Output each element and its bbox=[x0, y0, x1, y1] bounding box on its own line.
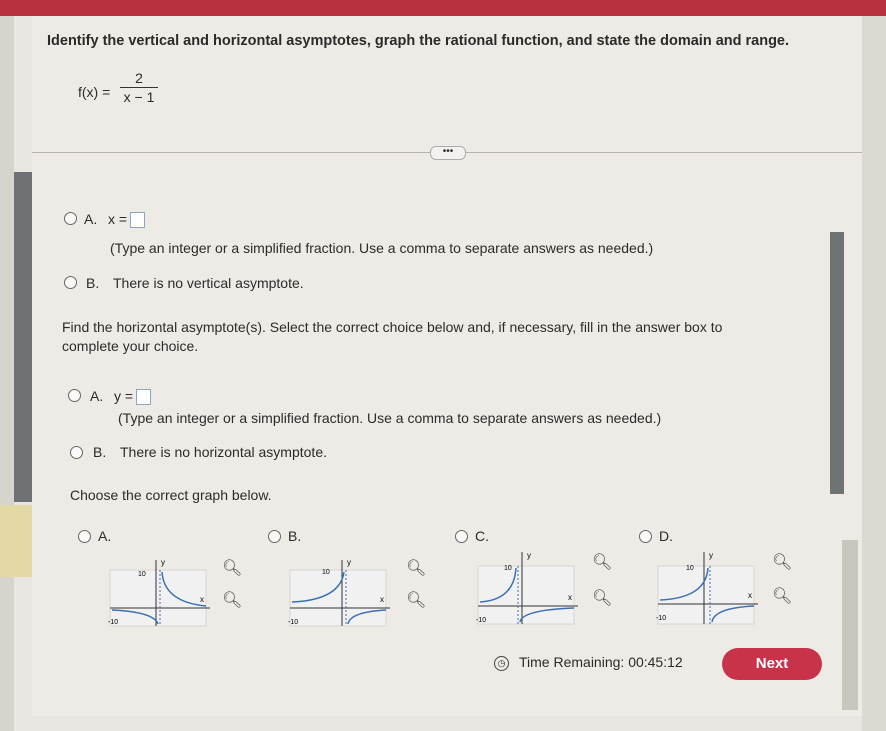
graph-a[interactable] bbox=[108, 556, 212, 630]
graph-a-tick-pos: 10 bbox=[138, 571, 146, 578]
graph-c[interactable] bbox=[476, 548, 580, 628]
graph-a-zoom-out-icon[interactable]: 🔍︎ bbox=[222, 592, 243, 609]
graph-a-y-label: y bbox=[161, 558, 165, 567]
graph-option-b-radio[interactable] bbox=[268, 530, 281, 543]
graph-b-tick-neg: -10 bbox=[288, 619, 299, 626]
graph-option-d-radio[interactable] bbox=[639, 530, 652, 543]
graph-d-tick-neg: -10 bbox=[656, 615, 667, 622]
horizontal-option-a-radio[interactable] bbox=[68, 389, 81, 402]
graph-b-x-label: x bbox=[380, 595, 384, 604]
graph-a-tick-neg: -10 bbox=[108, 619, 119, 626]
clock-icon: ◷ bbox=[494, 656, 509, 671]
function-lhs: f(x) = bbox=[78, 84, 111, 100]
horizontal-expr-text: y = bbox=[114, 388, 134, 404]
left-panel-strip bbox=[14, 172, 32, 502]
vertical-option-a-radio[interactable] bbox=[64, 212, 77, 225]
horizontal-prompt-line2: complete your choice. bbox=[62, 338, 199, 354]
graph-c-y-label: y bbox=[527, 551, 531, 560]
graph-d[interactable] bbox=[656, 548, 760, 628]
fraction-numerator: 2 bbox=[120, 70, 158, 88]
graph-d-tick-pos: 10 bbox=[686, 565, 694, 572]
graph-b-zoom-out-icon[interactable]: 🔍︎ bbox=[406, 592, 427, 609]
function-fraction bbox=[120, 70, 158, 105]
graph-option-b-label: B. bbox=[288, 528, 302, 544]
graph-c-tick-pos: 10 bbox=[504, 565, 512, 572]
horizontal-option-b-label: B. bbox=[93, 444, 107, 460]
time-remaining-label: Time Remaining: bbox=[519, 654, 625, 670]
graph-d-grid bbox=[658, 566, 754, 624]
graph-c-zoom-in-icon[interactable]: 🔍︎ bbox=[592, 554, 613, 571]
horizontal-answer-box[interactable] bbox=[136, 389, 151, 405]
graph-a-zoom-in-icon[interactable]: 🔍︎ bbox=[222, 560, 243, 577]
vertical-option-a-expr bbox=[108, 211, 145, 228]
graph-b[interactable] bbox=[288, 556, 392, 630]
graph-b-grid bbox=[290, 570, 386, 626]
graph-option-d-label: D. bbox=[659, 528, 673, 544]
more-button[interactable]: ••• bbox=[430, 146, 466, 160]
vertical-option-b-label: B. bbox=[86, 275, 100, 291]
vertical-answer-box[interactable] bbox=[130, 212, 145, 228]
graph-c-zoom-out-icon[interactable]: 🔍︎ bbox=[592, 590, 613, 607]
fraction-denominator: x − 1 bbox=[123, 89, 155, 105]
graph-d-zoom-out-icon[interactable]: 🔍︎ bbox=[772, 588, 793, 605]
horizontal-prompt-line1: Find the horizontal asymptote(s). Select the correct choice below and, if necessary, fill in the answer box to bbox=[62, 319, 723, 335]
graph-option-c-radio[interactable] bbox=[455, 530, 468, 543]
question-text: Identify the vertical and horizontal asymptotes, graph the rational function, and state the domain and range. bbox=[47, 33, 790, 49]
graph-option-a-label: A. bbox=[98, 528, 112, 544]
graph-a-x-label: x bbox=[200, 595, 204, 604]
top-bar bbox=[0, 0, 886, 16]
left-gutter bbox=[0, 16, 14, 731]
graph-b-tick-pos: 10 bbox=[322, 569, 330, 576]
horizontal-option-b-radio[interactable] bbox=[70, 446, 83, 459]
horizontal-option-a-hint: (Type an integer or a simplified fraction. Use a comma to separate answers as needed.) bbox=[118, 410, 662, 426]
graph-d-y-label: y bbox=[709, 551, 713, 560]
graph-option-c-label: C. bbox=[475, 528, 489, 544]
horizontal-option-a-expr bbox=[114, 388, 151, 405]
vertical-option-a-label: A. bbox=[84, 211, 98, 227]
vertical-option-b-radio[interactable] bbox=[64, 276, 77, 289]
graph-prompt: Choose the correct graph below. bbox=[70, 487, 272, 503]
next-button[interactable]: Next bbox=[722, 648, 822, 680]
scrollbar-track[interactable] bbox=[842, 540, 858, 710]
vertical-option-a-hint: (Type an integer or a simplified fraction. Use a comma to separate answers as needed.) bbox=[110, 240, 654, 256]
right-gutter bbox=[862, 16, 886, 731]
scrollbar-thumb[interactable] bbox=[830, 232, 844, 494]
graph-c-tick-neg: -10 bbox=[476, 617, 487, 624]
left-highlight bbox=[0, 505, 32, 577]
vertical-expr-text: x = bbox=[108, 211, 128, 227]
graph-a-grid bbox=[110, 570, 206, 626]
graph-c-x-label: x bbox=[568, 593, 572, 602]
horizontal-option-b-text: There is no horizontal asymptote. bbox=[120, 444, 327, 460]
graph-b-y-label: y bbox=[347, 558, 351, 567]
graph-b-zoom-in-icon[interactable]: 🔍︎ bbox=[406, 560, 427, 577]
time-remaining bbox=[494, 654, 683, 671]
graph-d-zoom-in-icon[interactable]: 🔍︎ bbox=[772, 554, 793, 571]
graph-option-a-radio[interactable] bbox=[78, 530, 91, 543]
vertical-option-b-text: There is no vertical asymptote. bbox=[113, 275, 304, 291]
horizontal-option-a-label: A. bbox=[90, 388, 104, 404]
graph-d-x-label: x bbox=[748, 591, 752, 600]
time-remaining-value: 00:45:12 bbox=[628, 654, 683, 670]
